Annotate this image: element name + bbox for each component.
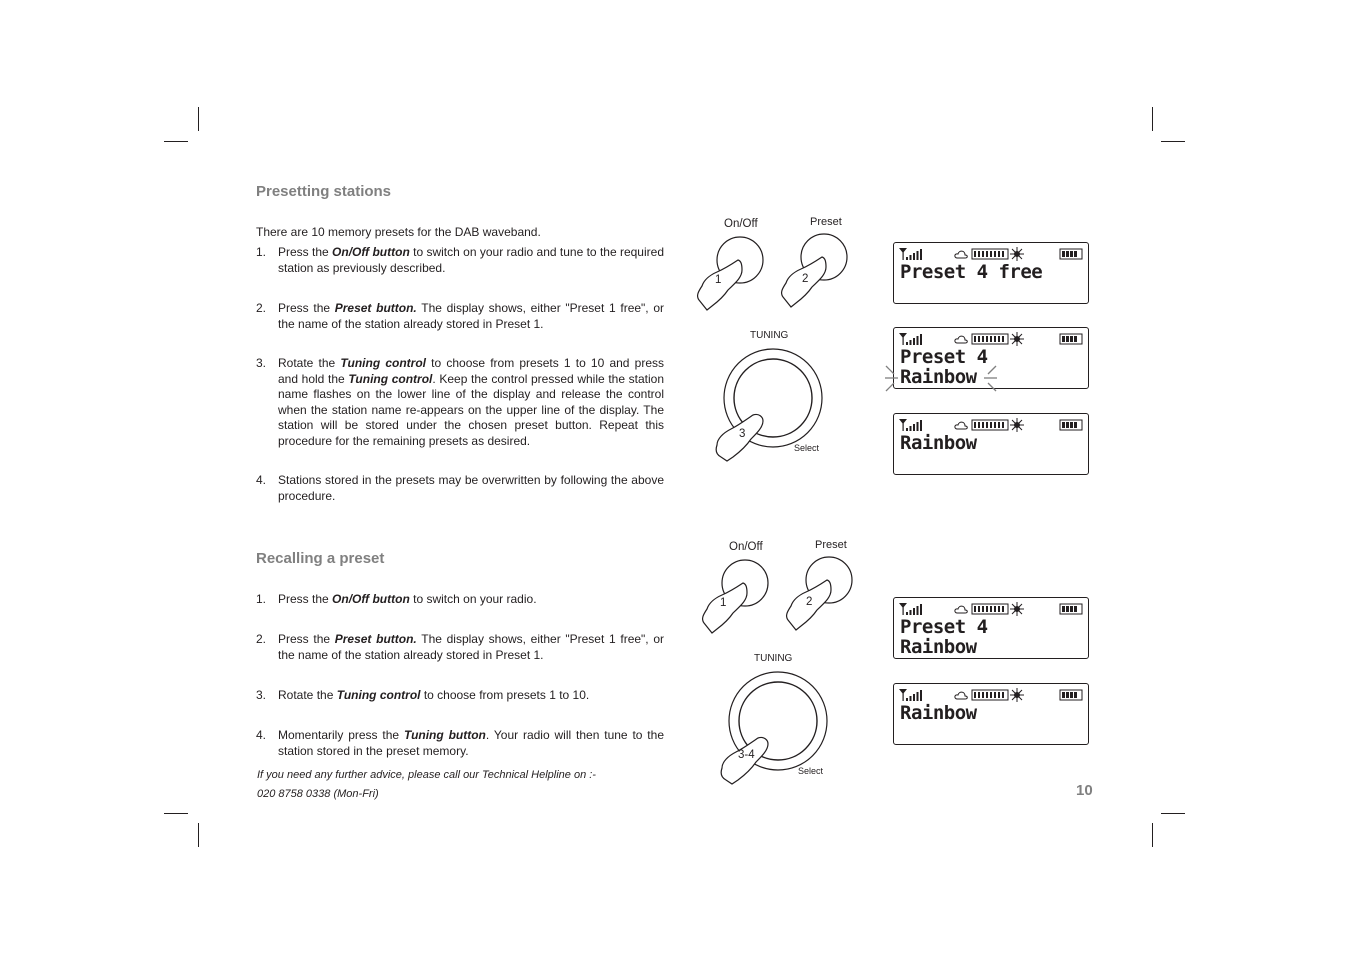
crop-mark <box>1152 107 1153 131</box>
status-bar-icons <box>899 418 1083 432</box>
preset-button-label: Preset <box>815 539 847 551</box>
preset-button-label: Preset <box>810 216 842 228</box>
list-item: 1. Press the On/Off button to switch on your radio. <box>256 592 537 606</box>
status-bar-icons <box>899 332 1083 346</box>
step-number-1: 1 <box>720 597 727 609</box>
tuning-label: TUNING <box>754 653 793 664</box>
lcd-display <box>893 242 1089 304</box>
select-label: Select <box>798 766 824 776</box>
list-item: 1. Press the On/Off button to switch on your radio and tune to the required station as previously described. <box>256 245 664 275</box>
list-item: 3. Rotate the Tuning control to choose from presets 1 to 10. <box>256 688 590 702</box>
helpline-text: If you need any further advice, please call our Technical Helpline on :- <box>257 769 596 781</box>
lcd-display <box>893 413 1089 475</box>
list-item: 2. Press the Preset button. The display shows, either "Preset 1 free", or the name of the station already stored in Preset 1. <box>256 632 664 662</box>
lcd-line-1: Preset 4 free <box>900 261 1043 283</box>
list-item: 4. Momentarily press the Tuning button. Your radio will then tune to the station stored in the preset memory. <box>256 728 664 758</box>
status-bar-icons <box>899 602 1083 616</box>
lcd-line-1: Preset 4 <box>900 346 988 368</box>
onoff-button-label: On/Off <box>729 541 763 553</box>
step-number-3-4: 3-4 <box>738 749 755 761</box>
flashing-indicator-icon <box>884 364 1000 394</box>
lcd-line-1: Rainbow <box>900 432 977 454</box>
onoff-button-label: On/Off <box>724 218 758 230</box>
lcd-line-1: Rainbow <box>900 702 977 724</box>
intro-text: There are 10 memory presets for the DAB waveband. <box>256 225 541 239</box>
lcd-display <box>893 683 1089 745</box>
list-item: 3. Rotate the Tuning control to choose from presets 1 to 10 and press and hold the Tuning control. Keep the control pressed while the station name flashes on the lower line of the display and release the control when the station name re-appears on the upper line of the display. The station will be stored under the chosen preset button. Repeat this procedure for the remaining presets as desired. <box>256 356 664 448</box>
crop-mark <box>198 107 199 131</box>
section-heading-recalling: Recalling a preset <box>256 550 385 567</box>
crop-mark <box>1161 813 1185 814</box>
crop-mark <box>198 823 199 847</box>
crop-mark <box>1152 823 1153 847</box>
list-item: 4. Stations stored in the presets may be overwritten by following the above procedure. <box>256 473 664 503</box>
page-number: 10 <box>1076 782 1093 799</box>
crop-mark <box>164 813 188 814</box>
step-number-3: 3 <box>739 428 746 440</box>
crop-mark <box>1161 141 1185 142</box>
status-bar-icons <box>899 247 1083 261</box>
step-number-2: 2 <box>806 596 813 608</box>
lcd-line-1: Preset 4 <box>900 616 988 638</box>
helpline-number: 020 8758 0338 (Mon-Fri) <box>257 788 379 800</box>
select-label: Select <box>794 443 820 453</box>
crop-mark <box>164 141 188 142</box>
tuning-label: TUNING <box>750 330 789 341</box>
list-item: 2. Press the Preset button. The display shows, either "Preset 1 free", or the name of the station already stored in Preset 1. <box>256 301 664 331</box>
section-heading-presetting: Presetting stations <box>256 183 392 200</box>
lcd-display <box>893 597 1089 659</box>
lcd-line-2: Rainbow <box>900 366 977 388</box>
step-number-2: 2 <box>802 273 809 285</box>
step-number-1: 1 <box>715 274 722 286</box>
lcd-line-2: Rainbow <box>900 636 977 658</box>
status-bar-icons <box>899 688 1083 702</box>
